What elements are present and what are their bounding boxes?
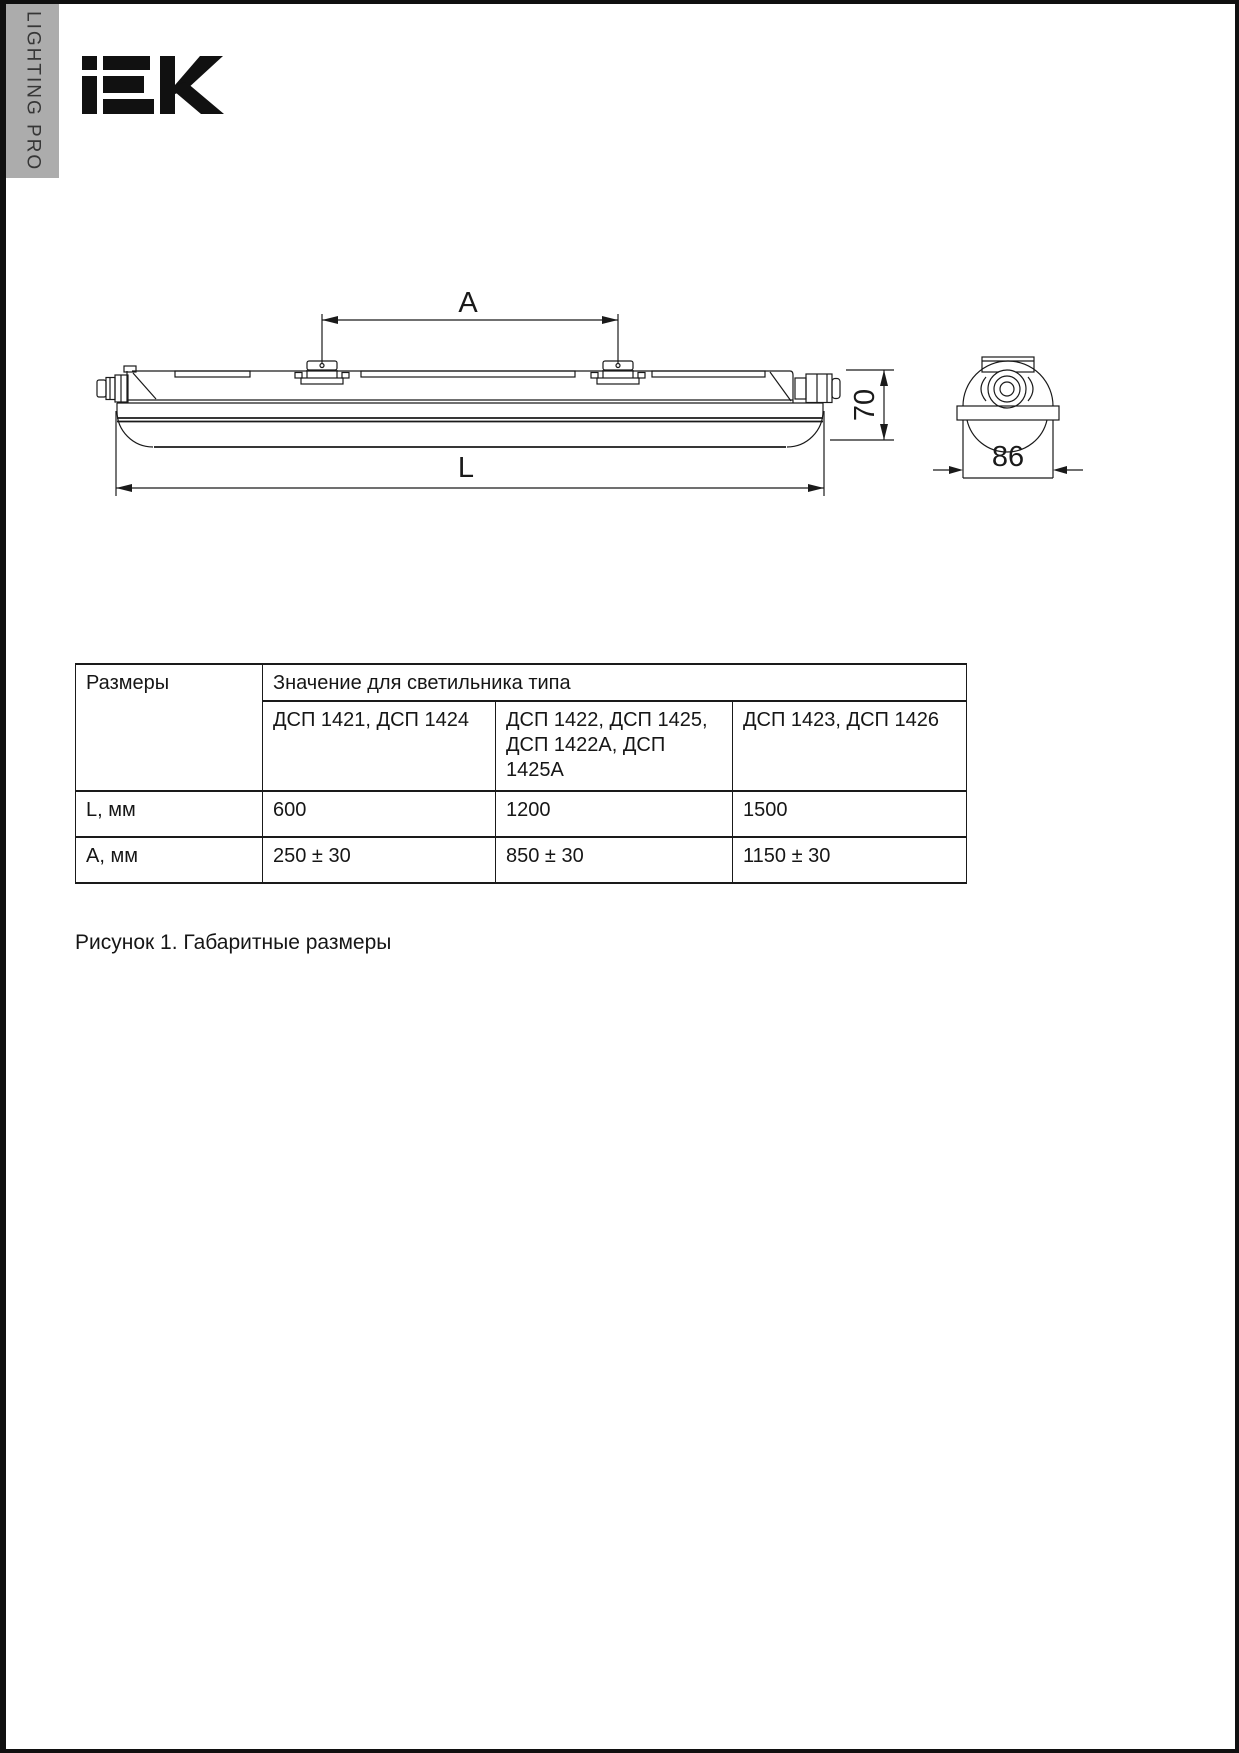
value-l-2: 1200 (496, 791, 733, 837)
table-header-values-group: Значение для светильника типа (263, 664, 967, 701)
table-header-type-2: ДСП 1422, ДСП 1425, ДСП 1422А, ДСП 1425А (496, 701, 733, 791)
value-l-1: 600 (263, 791, 496, 837)
mounting-bracket-right (591, 361, 645, 384)
dimension-a (322, 287, 618, 363)
cable-gland-left (97, 375, 128, 402)
value-a-3: 1150 ± 30 (733, 837, 967, 883)
value-a-1: 250 ± 30 (263, 837, 496, 883)
table-header-type-1: ДСП 1421, ДСП 1424 (263, 701, 496, 791)
luminaire-side-view (97, 361, 840, 447)
row-label-a: А, мм (76, 837, 263, 883)
row-label-l: L, мм (76, 791, 263, 837)
cable-gland-right (795, 374, 840, 403)
dimensions-table (75, 663, 967, 884)
mounting-bracket-left (295, 361, 349, 384)
dimension-drawing (0, 0, 1239, 540)
value-a-2: 850 ± 30 (496, 837, 733, 883)
value-l-3: 1500 (733, 791, 967, 837)
dimension-l (116, 411, 824, 496)
dim-70-label: 70 (849, 388, 881, 422)
table-header-type-3: ДСП 1423, ДСП 1426 (733, 701, 967, 791)
dimension-width-86 (933, 441, 1083, 474)
sidebar-label: LIGHTING PRO (22, 10, 44, 172)
dim-86-label: 86 (991, 441, 1025, 473)
figure-caption: Рисунок 1. Габаритные размеры (75, 931, 392, 954)
dim-a-label: A (458, 287, 478, 319)
table-row (76, 837, 967, 883)
table-row (76, 791, 967, 837)
dim-l-label: L (457, 452, 475, 484)
table-header-dimensions: Размеры (76, 664, 263, 791)
